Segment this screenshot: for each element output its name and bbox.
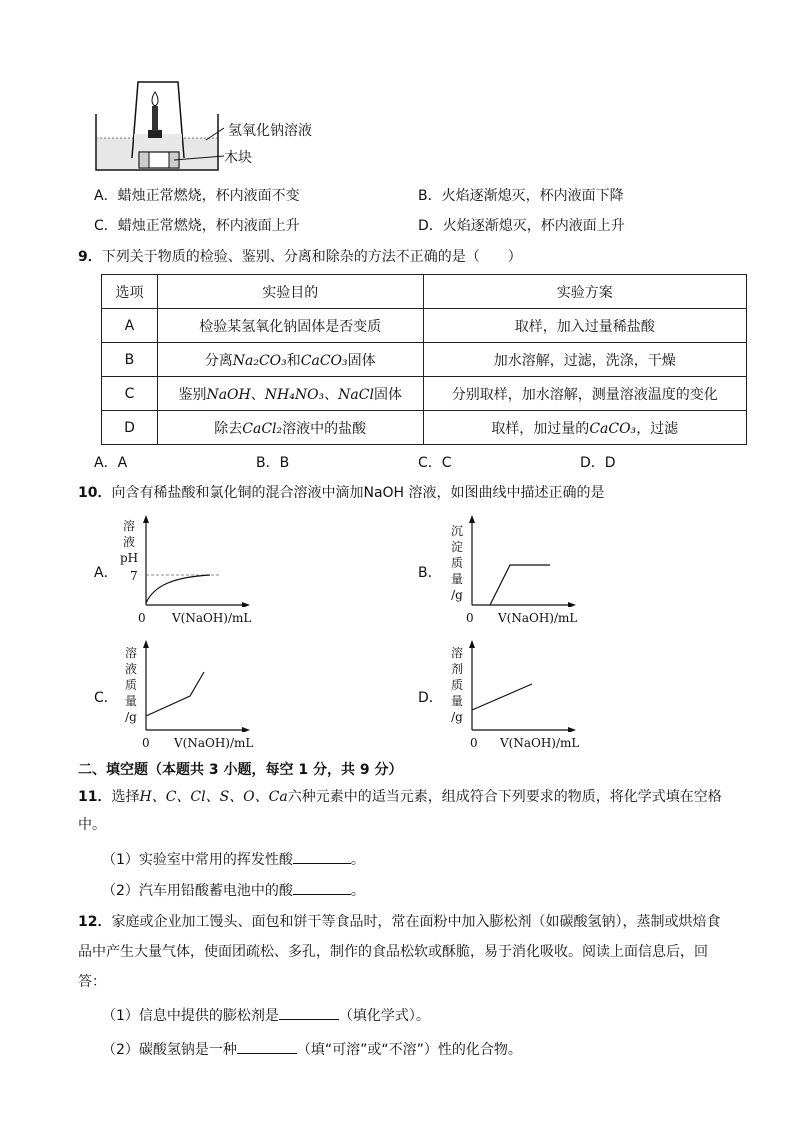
graph-a-origin: 0 [138, 611, 146, 625]
graph-d-letter: D． [418, 690, 443, 706]
table-row [102, 343, 747, 377]
q12-sub2: （2）碳酸氢钠是一种 （填“可溶”或“不溶”）性的化合物。 [102, 1039, 522, 1060]
cell-plan: 取样，加入过量稀盐酸 [423, 309, 746, 343]
graph-a-plot [140, 515, 250, 607]
graph-b-plot [466, 515, 576, 607]
graph-d-ylabel: 溶 剂 质 量 /g [450, 646, 463, 724]
cell-purpose: 检验某氢氧化钠固体是否变质 [157, 309, 423, 343]
q8-option-d: D．火焰逐渐熄灭，杯内液面上升 [418, 218, 625, 234]
cell-purpose: 鉴别NaOH、NH₄NO₃、NaCl固体 [157, 377, 423, 411]
curve [490, 565, 550, 605]
candle [152, 106, 158, 131]
q12-stem-line1: 12．家庭或企业加工馒头、面包和饼干等食品时，常在面粉中加入膨松剂（如碳酸氢钠），蒸制或烘焙食 [78, 914, 721, 930]
answer-blank[interactable] [293, 880, 351, 895]
curve [146, 575, 210, 603]
graph-a-ylabel-ph: pH [120, 551, 139, 565]
graph-b-xlabel: V(NaOH)/mL [498, 611, 578, 625]
candle-base [148, 130, 162, 138]
q11-stem-line2: 中。 [78, 817, 106, 833]
graph-b-origin: 0 [466, 611, 474, 625]
answer-blank[interactable] [237, 1039, 297, 1054]
q8-option-a: A．蜡烛正常燃烧，杯内液面不变 [94, 188, 300, 204]
q9-answer-a: A．A [94, 455, 128, 471]
cell-purpose: 分离Na₂CO₃和CaCO₃固体 [157, 343, 423, 377]
graph-b-ylabel: 沉 淀 质 量 /g [450, 524, 463, 602]
header-purpose: 实验目的 [157, 275, 423, 309]
curve [472, 684, 532, 710]
section-2-title: 二、填空题（本题共 3 小题，每空 1 分，共 9 分） [78, 762, 403, 778]
cell-option: D [102, 411, 158, 445]
candle-apparatus-diagram [94, 80, 224, 175]
cell-option: B [102, 343, 158, 377]
q9-table [101, 274, 747, 445]
graph-d-origin: 0 [470, 736, 478, 750]
header-option: 选项 [102, 275, 158, 309]
graph-a-letter: A． [94, 565, 118, 581]
answer-blank[interactable] [279, 1005, 339, 1020]
q12-sub1: （1）信息中提供的膨松剂是 （填化学式）。 [102, 1005, 430, 1026]
graph-a-ylabel: 溶 液 [122, 519, 135, 549]
cell-plan: 分别取样，加水溶解，测量溶液温度的变化 [423, 377, 746, 411]
graph-a-xlabel: V(NaOH)/mL [172, 611, 252, 625]
table-row [102, 309, 747, 343]
header-plan: 实验方案 [423, 275, 746, 309]
q11-sub1: （1）实验室中常用的挥发性酸 。 [102, 849, 365, 870]
q12-stem-line2: 品中产生大量气体，使面团疏松、多孔，制作的食品松软或酥脆，易于消化吸收。阅读上面信息后，回 [78, 944, 708, 960]
curve [146, 672, 204, 716]
graph-c-plot [140, 640, 250, 732]
table-row [102, 377, 747, 411]
q9-answer-d: D．D [580, 455, 616, 471]
graph-c-letter: C． [94, 690, 118, 706]
label-sodium-hydroxide-solution: 氢氧化钠溶液 [228, 123, 312, 139]
q10-stem: 10．向含有稀盐酸和氯化铜的混合溶液中滴加NaOH 溶液，如图曲线中描述正确的是 [78, 485, 605, 501]
graph-d-plot [466, 640, 576, 732]
graph-b-letter: B． [418, 565, 442, 581]
q11-sub2: （2）汽车用铅酸蓄电池中的酸 。 [102, 880, 365, 901]
q9-answer-c: C．C [418, 455, 452, 471]
cell-plan: 加水溶解，过滤，洗涤，干燥 [423, 343, 746, 377]
cell-purpose: 除去CaCl₂溶液中的盐酸 [157, 411, 423, 445]
graph-c-origin: 0 [142, 736, 150, 750]
label-wood-block: 木块 [224, 150, 252, 166]
q12-stem-line3: 答： [78, 974, 106, 990]
q8-option-b: B．火焰逐渐熄灭，杯内液面下降 [418, 188, 624, 204]
q9-stem: 9．下列关于物质的检验、鉴别、分离和除杂的方法不正确的是（ ） [78, 249, 522, 265]
cell-plan: 取样，加过量的CaCO₃，过滤 [423, 411, 746, 445]
q11-stem: 11．选择H、C、Cl、S、O、Ca六种元素中的适当元素，组成符合下列要求的物质，将化学式填在空格 [78, 789, 722, 805]
table-header-row [102, 275, 747, 309]
graph-d-xlabel: V(NaOH)/mL [500, 736, 580, 750]
graph-a-ytick-7: 7 [130, 569, 138, 583]
q9-answer-b: B．B [256, 455, 290, 471]
graph-c-ylabel: 溶 液 质 量 /g [124, 646, 137, 724]
cell-option: A [102, 309, 158, 343]
cell-option: C [102, 377, 158, 411]
answer-blank[interactable] [293, 849, 351, 864]
graph-c-xlabel: V(NaOH)/mL [174, 736, 254, 750]
table-row [102, 411, 747, 445]
q8-option-c: C．蜡烛正常燃烧，杯内液面上升 [94, 218, 300, 234]
